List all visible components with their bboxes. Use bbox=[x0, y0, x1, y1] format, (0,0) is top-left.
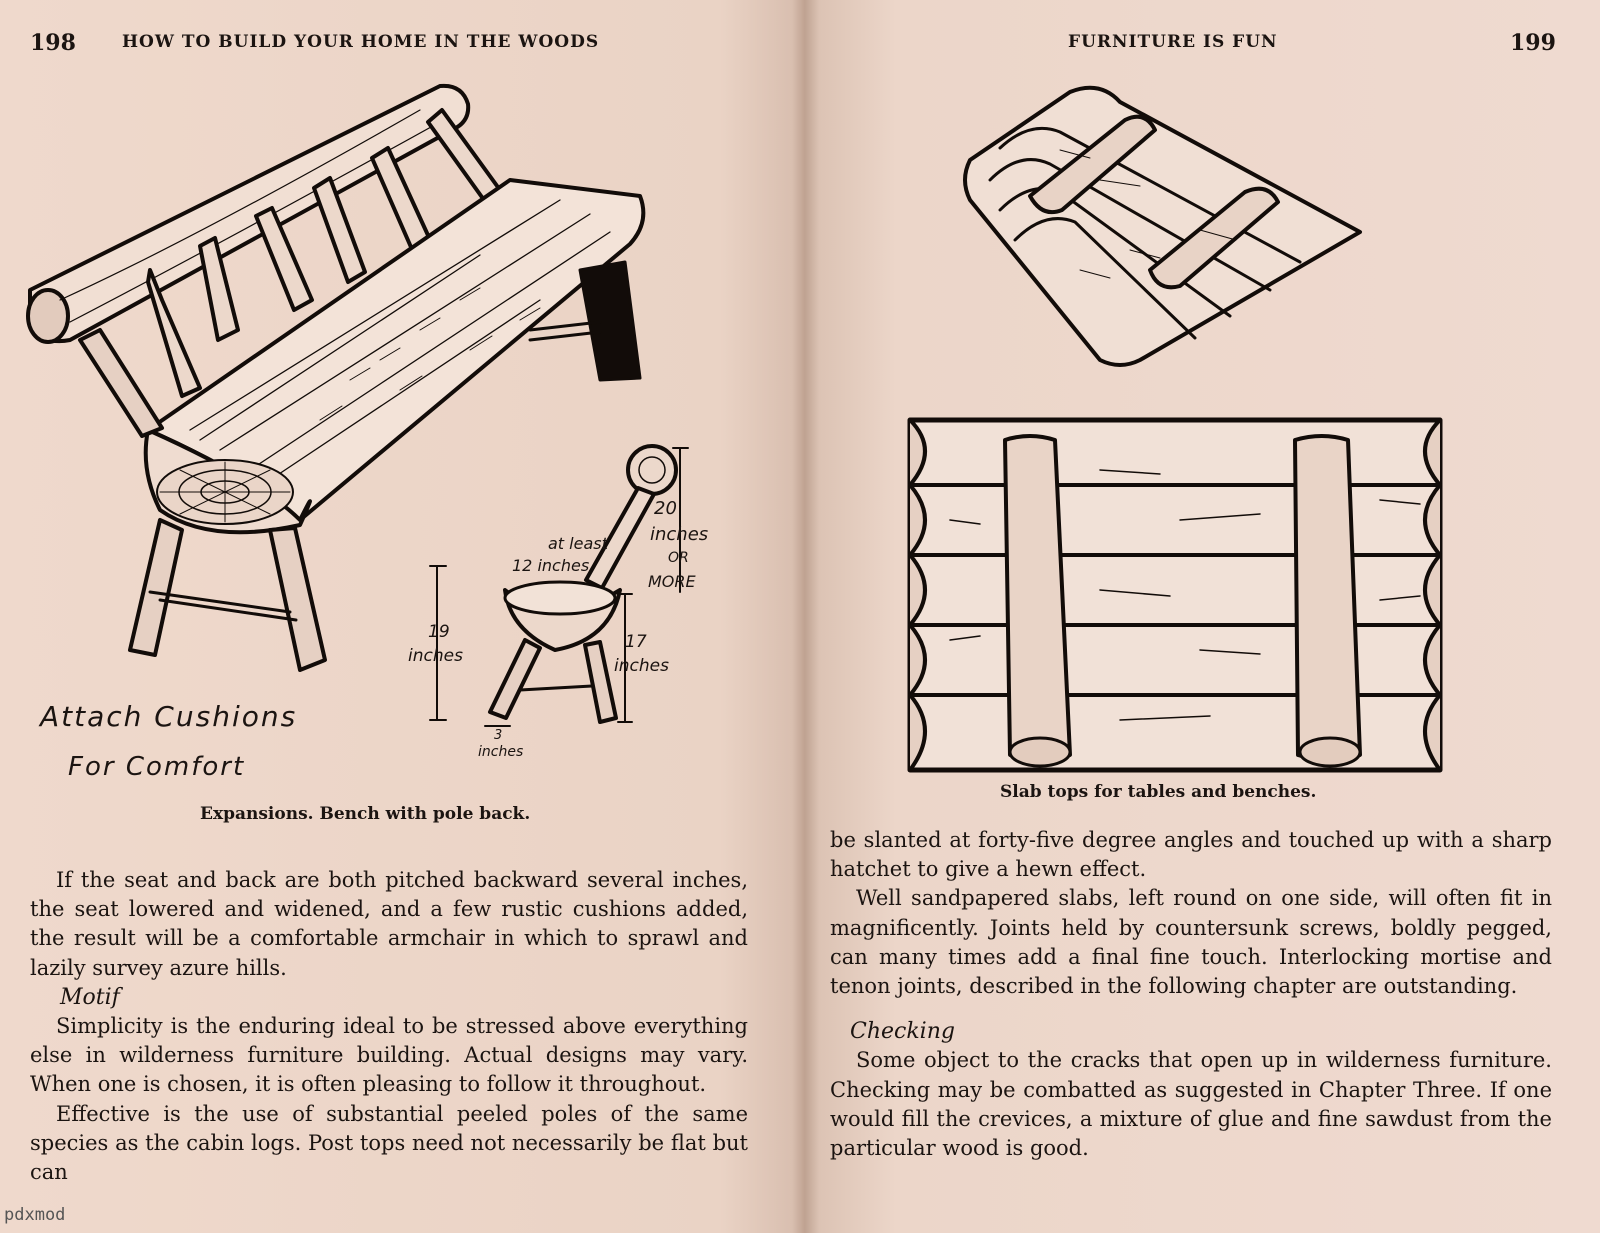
label-twenty: 20 bbox=[654, 498, 677, 519]
slab-tops-illustration bbox=[800, 0, 1600, 800]
running-head-left: HOW TO BUILD YOUR HOME IN THE WOODS bbox=[122, 32, 600, 52]
left-paragraph-3: Effective is the use of substantial peeled poles of the same species as the cabin logs. Post tops need not necessarily be flat but can bbox=[30, 1101, 748, 1185]
label-inches-3: inches bbox=[614, 656, 669, 676]
figure-caption-right: Slab tops for tables and benches. bbox=[1000, 782, 1317, 802]
attach-cushions-line1: Attach Cushions bbox=[40, 700, 298, 733]
attach-cushions-line2: For Comfort bbox=[68, 752, 246, 782]
label-seventeen: 17 bbox=[625, 632, 647, 652]
right-paragraph-2: Well sandpapered slabs, left round on one side, will often fit in magnificently. Joints held by countersunk screws, boldly pegged, can many times add a final fine touch. Interlocking mortise and tenon joints, described in the following chapter are outstanding. bbox=[830, 886, 1552, 999]
right-subheading: Checking bbox=[850, 1019, 955, 1045]
bench-illustration bbox=[0, 0, 800, 800]
label-or: OR bbox=[668, 550, 689, 566]
left-subheading: Motif bbox=[60, 984, 120, 1010]
page-number-left: 198 bbox=[30, 30, 76, 56]
right-paragraph-1: be slanted at forty-five degree angles and touched up with a sharp hatchet to give a hewn effect. bbox=[830, 828, 1552, 882]
running-head-right: FURNITURE IS FUN bbox=[1068, 32, 1278, 52]
watermark: pdxmod bbox=[4, 1205, 66, 1225]
right-body-text bbox=[830, 826, 1552, 1163]
label-inches-2: inches bbox=[408, 646, 463, 666]
left-body-text bbox=[30, 866, 748, 1187]
label-twelve-inches: 12 inches bbox=[512, 556, 590, 575]
left-paragraph-1: If the seat and back are both pitched backward several inches, the seat lowered and widened, and a few rustic cushions added, the result will be a comfortable armchair in which to sprawl and lazily survey azure hills. bbox=[30, 868, 748, 980]
right-page bbox=[800, 0, 1600, 1233]
label-more: MORE bbox=[648, 572, 696, 591]
label-inches-4: inches bbox=[478, 744, 524, 760]
figure-caption-left: Expansions. Bench with pole back. bbox=[200, 804, 531, 824]
label-nineteen: 19 bbox=[428, 622, 450, 642]
right-paragraph-3: Some object to the cracks that open up in wilderness furniture. Checking may be combatted as suggested in Chapter Three. If one would fill the crevices, a mixture of glue and fine sawdust from the particular wood is good. bbox=[830, 1048, 1552, 1161]
label-at-least: at least bbox=[548, 534, 608, 553]
label-three: 3 bbox=[494, 728, 503, 743]
left-paragraph-2: Simplicity is the enduring ideal to be stressed above everything else in wilderness furniture building. Actual designs may vary. When one is chosen, it is often pleasing to follow it throughout. bbox=[30, 1014, 748, 1097]
label-inches-1: inches bbox=[650, 524, 709, 545]
page-number-right: 199 bbox=[1510, 30, 1556, 56]
